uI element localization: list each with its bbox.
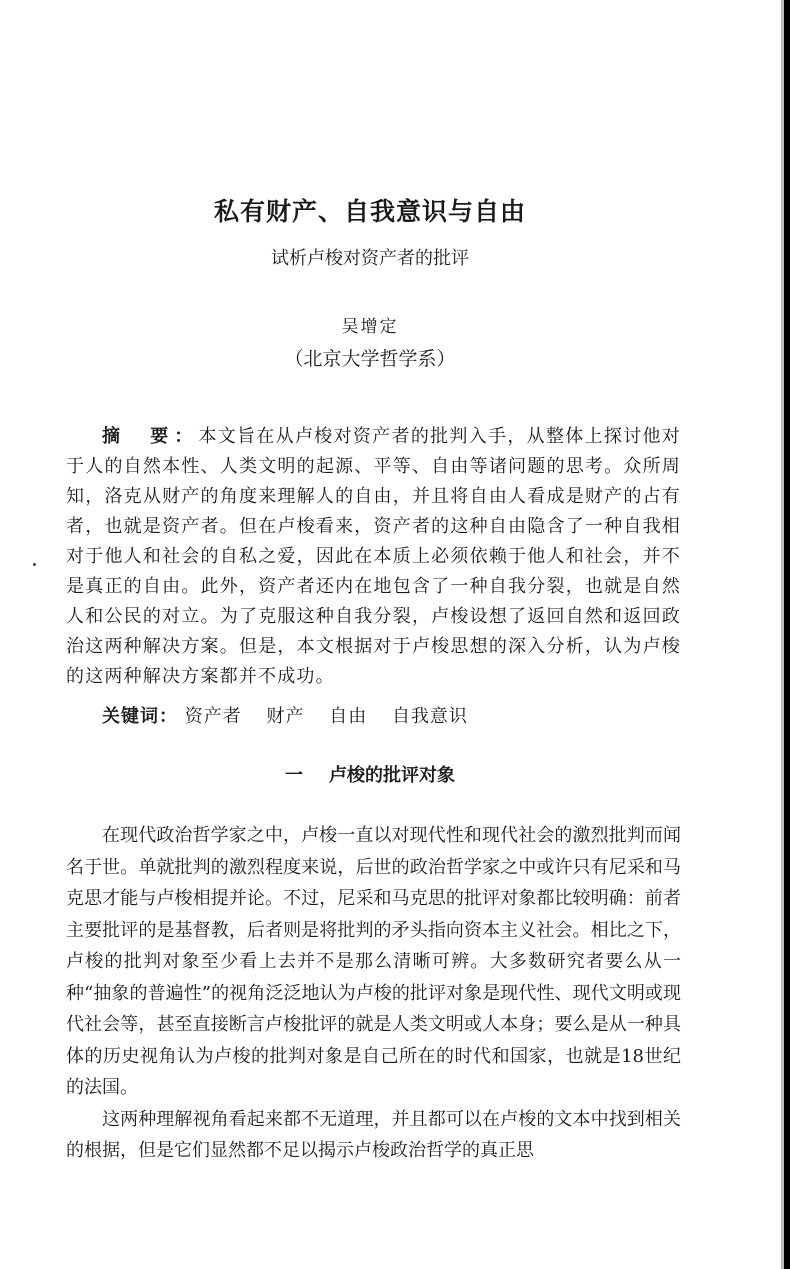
paragraph: 这两种理解视角看起来都不无道理，并且都可以在卢梭的文本中找到相关的根据，但是它们显然都不足以揭示卢梭政治哲学的真正思 [66,1108,681,1161]
keyword: 自我意识 [391,706,468,727]
keywords-label: 关键词： [102,706,178,727]
scan-border [784,0,790,1269]
paragraph: 在现代政治哲学家之中，卢梭一直以对现代性和现代社会的激烈批判而闻名于世。单就批判的激烈程度来说，后世的政治哲学家之中或许只有尼采和马克思才能与卢梭相提并论。不过，尼采和马克思的批评对象都比较明确：前者主要批评的是基督教，后者则是将批判的矛头指向资本主义社会。相比之下，卢梭的批判对象至少看上去并不是那么清晰可辨。大多数研究者要么从一种“抽象的普遍性”的视角泛泛地认为卢梭的批评对象是现代性、现代文明或现代社会等，甚至直接断言卢梭批评的就是人类文明或人本身；要么是从一种具体的历史视角认为卢梭的批判对象是自己所在的时代和国家，也就是18世纪的法国。 [66,825,681,1098]
abstract-text: 本文旨在从卢梭对资产者的批判入手，从整体上探讨他对于人的自然本性、人类文明的起源、平等、自由等诸问题的思考。众所周知，洛克从财产的角度来理解人的自由，并且将自由人看成是财产的占有者，也就是资产者。但在卢梭看来，资产者的这种自由隐含了一种自我相对于他人和社会的自私之爱，因此在本质上必须依赖于他人和社会，并不是真正的自由。此外，资产者还内在地包含了一种自我分裂，也就是自然人和公民的对立。为了克服这种自我分裂，卢梭设想了返回自然和返回政治这两种解决方案。但是，本文根据对于卢梭思想的深入分析，认为卢梭的这两种解决方案都并不成功。 [66,426,682,687]
keyword: 资产者 [184,706,242,727]
scan-speck [33,563,36,566]
article-subtitle: 试析卢梭对资产者的批评 [271,248,469,269]
article-title: 私有财产、自我意识与自由 [213,197,526,226]
author-name: 吴增定 [341,317,399,337]
keyword: 财产 [266,706,305,727]
keywords [102,702,682,732]
body-text [66,820,681,1167]
keyword: 自由 [329,706,368,727]
abstract [66,422,681,692]
section-title: 卢梭的批评对象 [329,765,455,786]
section-number: 一 [285,765,303,786]
author-affiliation: （北京大学哲学系） [284,348,456,370]
section-heading [0,761,740,787]
abstract-label: 摘 要： [102,426,199,447]
